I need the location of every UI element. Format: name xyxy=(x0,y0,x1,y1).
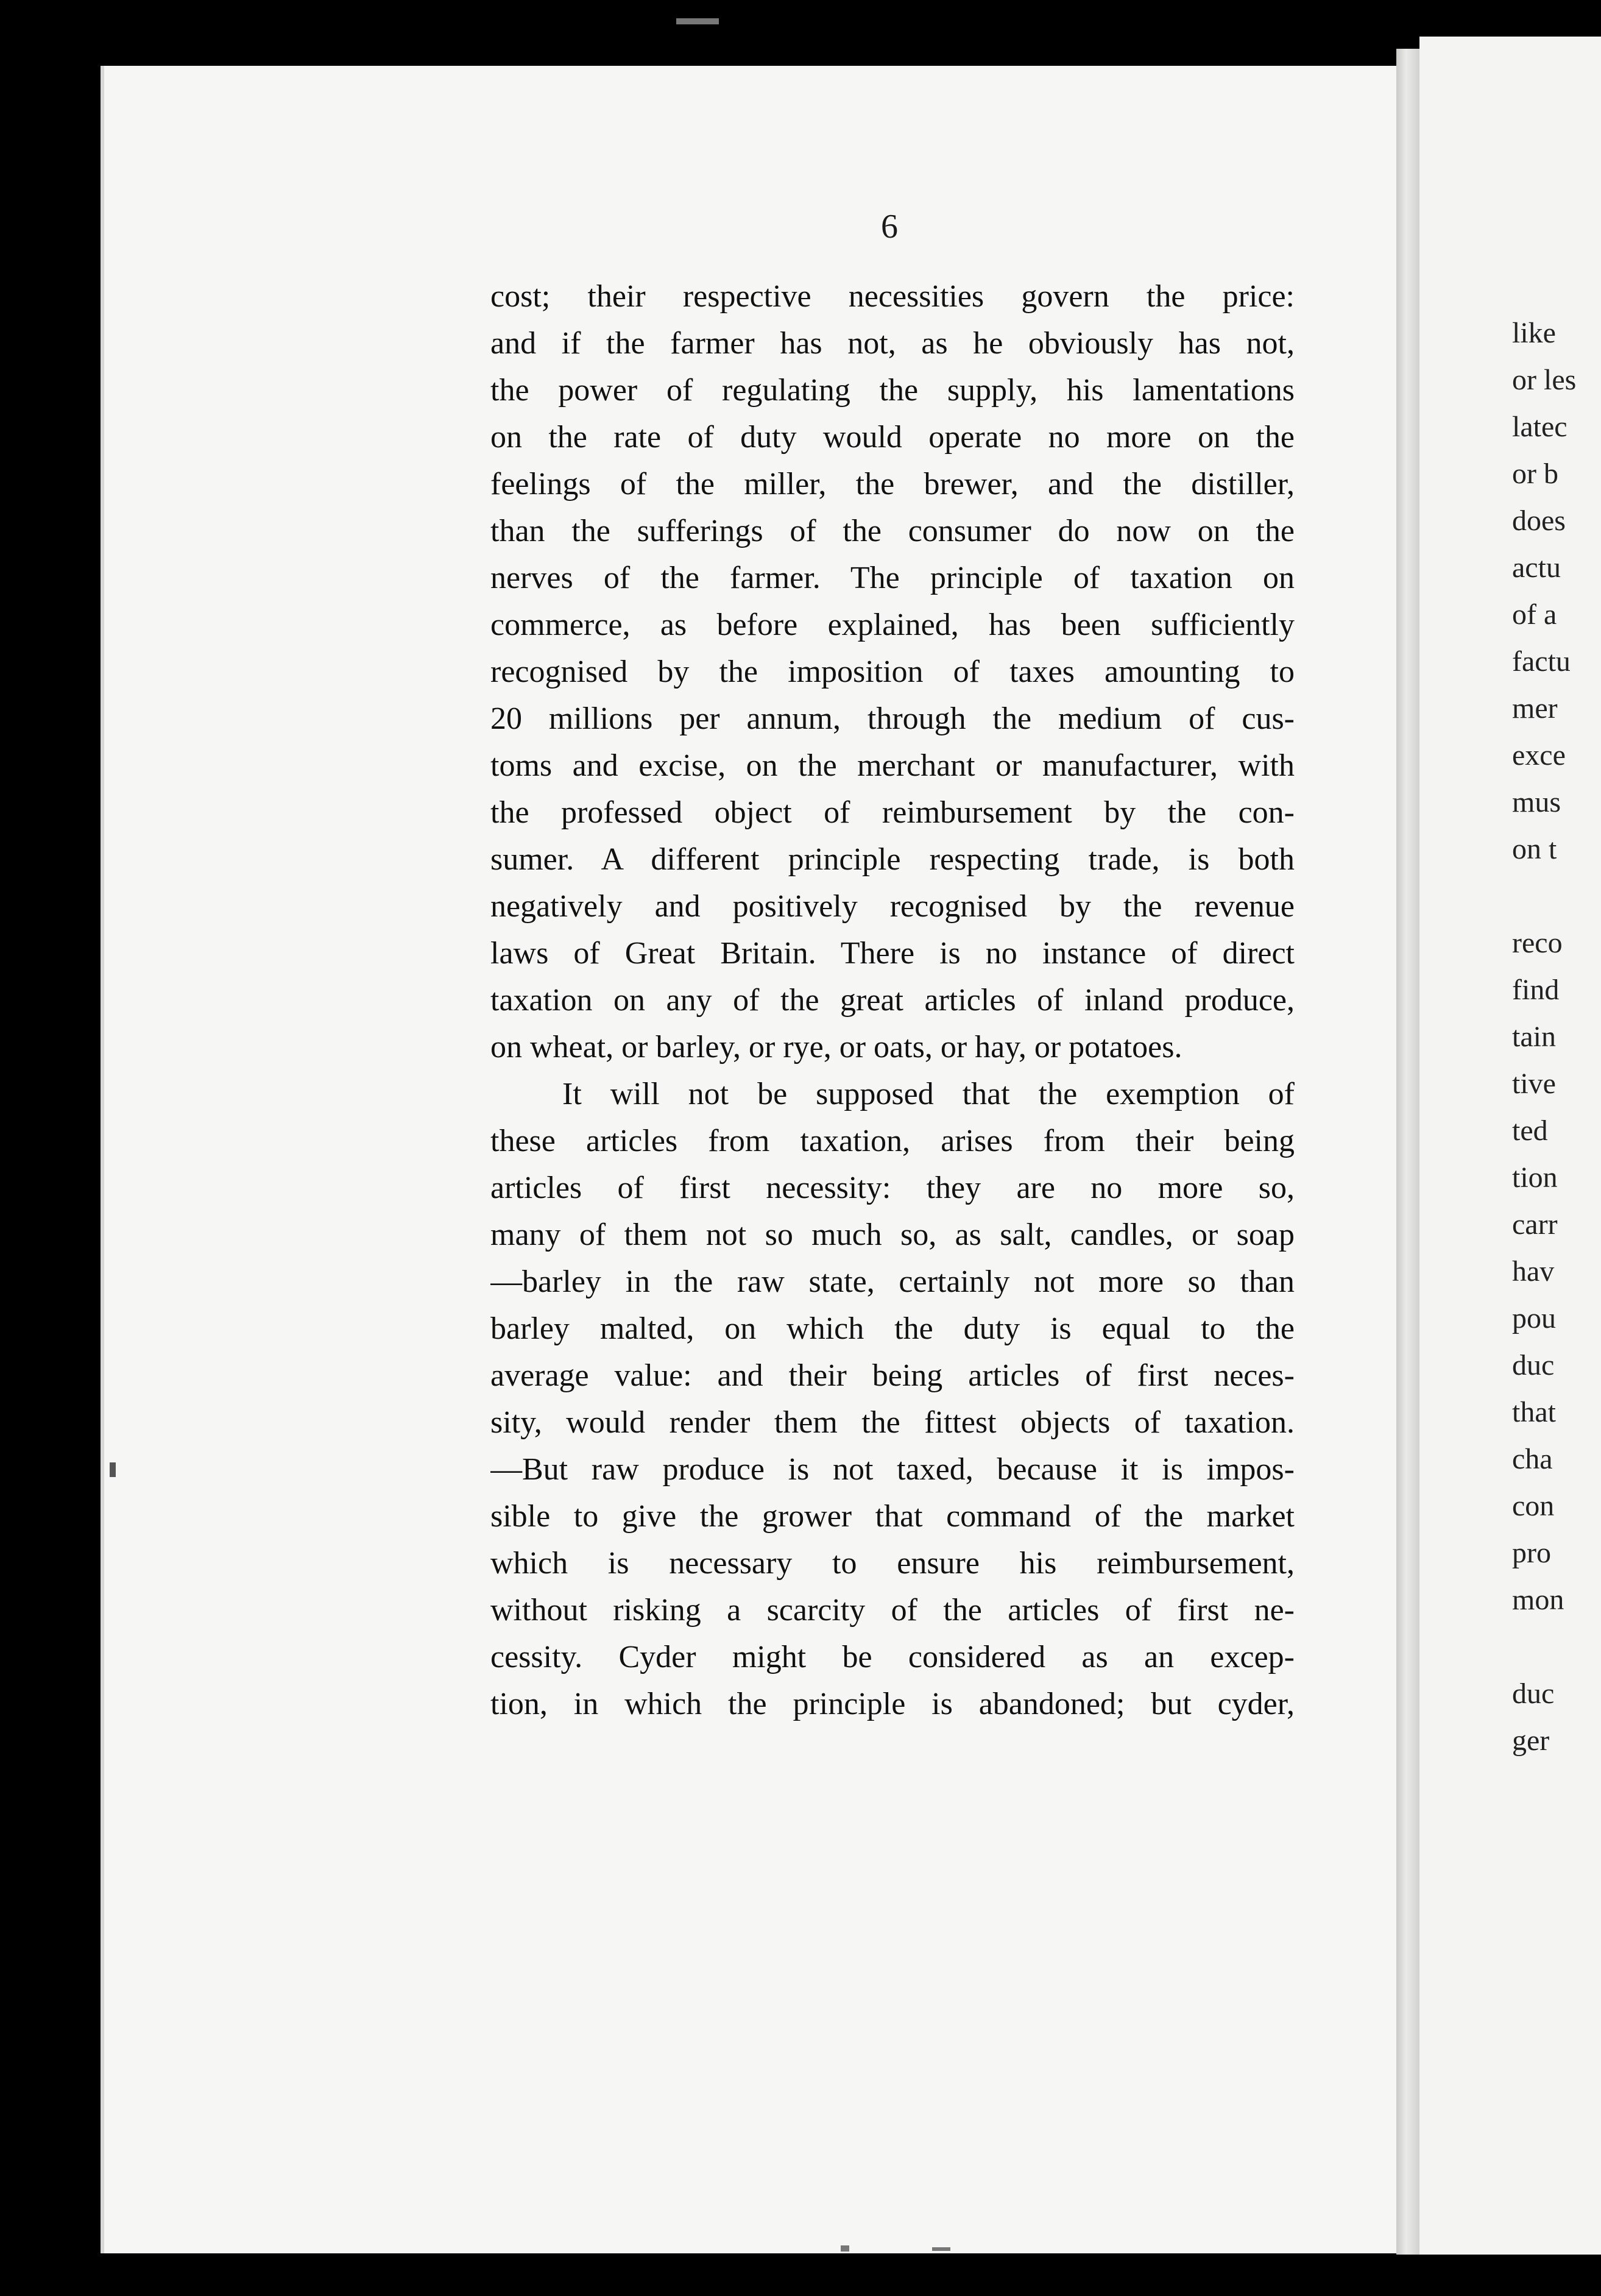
body-text xyxy=(490,273,1295,1727)
text-line: without risking a scarcity of the articles of first ne- xyxy=(490,1593,1295,1628)
text-line: nerves of the farmer. The principle of taxation on xyxy=(490,561,1295,595)
paragraph-gap xyxy=(1512,1623,1601,1670)
text-line: articles of first necessity: they are no more so, xyxy=(490,1171,1295,1205)
text-line: average value: and their being articles of first neces- xyxy=(490,1358,1295,1393)
facing-line: tive xyxy=(1512,1068,1556,1100)
page-fold xyxy=(1396,49,1421,2255)
facing-line: ted xyxy=(1512,1114,1548,1147)
facing-line: cha xyxy=(1512,1443,1553,1475)
text-line: 20 millions per annum, through the medium of cus- xyxy=(490,701,1295,736)
text-line: which is necessary to ensure his reimbursement, xyxy=(490,1546,1295,1581)
text-line: negatively and positively recognised by the revenue xyxy=(490,889,1295,924)
scan-speck xyxy=(676,18,719,24)
facing-line: hav xyxy=(1512,1255,1555,1288)
facing-line: factu xyxy=(1512,645,1571,678)
facing-line: or b xyxy=(1512,458,1558,490)
facing-line: duc xyxy=(1512,1349,1555,1381)
facing-line: or les xyxy=(1512,364,1577,396)
facing-line: that xyxy=(1512,1396,1556,1428)
text-line: cessity. Cyder might be considered as an excep- xyxy=(490,1640,1295,1674)
facing-line: pro xyxy=(1512,1537,1551,1569)
facing-line: find xyxy=(1512,974,1560,1006)
facing-line: pou xyxy=(1512,1302,1556,1334)
facing-line: of a xyxy=(1512,598,1557,631)
facing-line: duc xyxy=(1512,1678,1555,1710)
text-line: laws of Great Britain. There is no instance of direct xyxy=(490,936,1295,971)
facing-line: does xyxy=(1512,505,1566,537)
paragraph-gap xyxy=(1512,873,1601,919)
page-number: 6 xyxy=(881,208,898,246)
text-line: cost; their respective necessities govern the price: xyxy=(490,279,1295,314)
text-line: than the sufferings of the consumer do now on the xyxy=(490,514,1295,548)
text-line: tion, in which the principle is abandoned; but cyder, xyxy=(490,1687,1295,1721)
text-line: toms and excise, on the merchant or manufacturer, with xyxy=(490,748,1295,783)
text-line: —barley in the raw state, certainly not more so than xyxy=(490,1264,1295,1299)
paragraph-first-line: It will not be supposed that the exemption of xyxy=(562,1077,1295,1111)
text-line: —But raw produce is not taxed, because it is impos- xyxy=(490,1452,1295,1487)
facing-line: con xyxy=(1512,1490,1555,1522)
text-line: these articles from taxation, arises from their being xyxy=(490,1124,1295,1158)
text-line: commerce, as before explained, has been sufficiently xyxy=(490,608,1295,642)
facing-page-text xyxy=(1512,310,1601,1764)
facing-line: ger xyxy=(1512,1724,1550,1757)
facing-line: on t xyxy=(1512,833,1557,865)
text-line: the professed object of reimbursement by the con- xyxy=(490,795,1295,830)
facing-line: actu xyxy=(1512,551,1561,584)
text-line: the power of regulating the supply, his lamentations xyxy=(490,373,1295,408)
facing-line: reco xyxy=(1512,927,1563,959)
text-line: barley malted, on which the duty is equal to the xyxy=(490,1311,1295,1346)
facing-line: carr xyxy=(1512,1208,1558,1241)
scan-speck xyxy=(841,2245,849,2252)
facing-line: mon xyxy=(1512,1584,1564,1616)
text-line: feelings of the miller, the brewer, and the distiller, xyxy=(490,467,1295,501)
text-line: many of them not so much so, as salt, candles, or soap xyxy=(490,1217,1295,1252)
text-line: taxation on any of the great articles of inland produce, xyxy=(490,983,1295,1018)
text-line: and if the farmer has not, as he obviously has not, xyxy=(490,326,1295,361)
facing-line: latec xyxy=(1512,411,1567,443)
text-line: on wheat, or barley, or rye, or oats, or hay, or potatoes. xyxy=(490,1030,1182,1065)
text-line: sity, would render them the fittest objects of taxation. xyxy=(490,1405,1295,1440)
text-line: sible to give the grower that command of the market xyxy=(490,1499,1295,1534)
facing-line: like xyxy=(1512,317,1556,349)
facing-line: tain xyxy=(1512,1021,1556,1053)
text-line: sumer. A different principle respecting trade, is both xyxy=(490,842,1295,877)
scan-speck xyxy=(110,1462,116,1477)
facing-line: tion xyxy=(1512,1161,1558,1194)
facing-line: mer xyxy=(1512,692,1558,725)
text-line: on the rate of duty would operate no more on the xyxy=(490,420,1295,455)
scan-speck xyxy=(932,2247,950,2251)
facing-line: mus xyxy=(1512,786,1561,818)
facing-line: exce xyxy=(1512,739,1566,771)
text-line: recognised by the imposition of taxes amounting to xyxy=(490,654,1295,689)
